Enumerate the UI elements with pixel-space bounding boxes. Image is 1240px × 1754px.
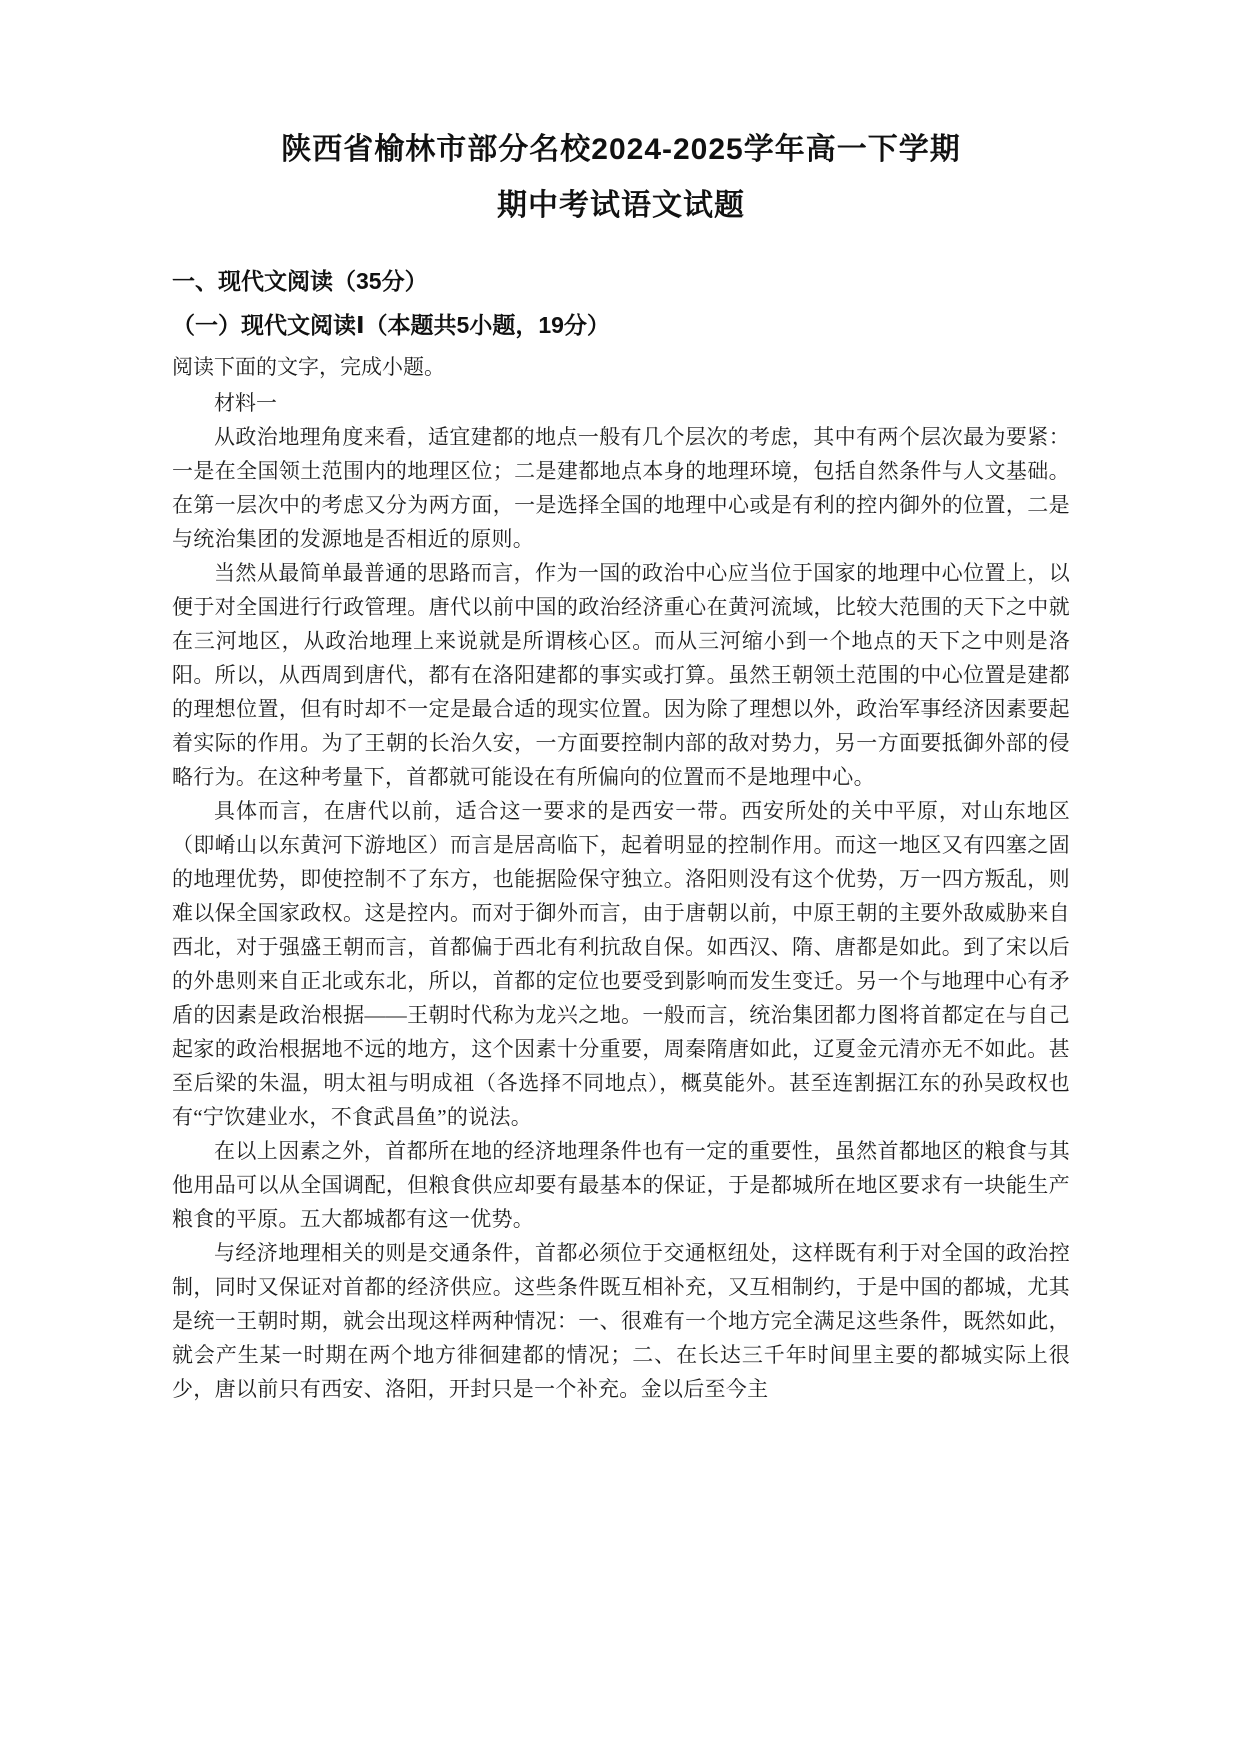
reading-instruction: 阅读下面的文字，完成小题。	[172, 355, 445, 379]
section-heading: 一、现代文阅读（35分）	[172, 268, 428, 294]
material-body	[172, 420, 1070, 1406]
subsection-heading: （一）现代文阅读Ⅰ（本题共5小题，19分）	[172, 312, 610, 338]
paragraph: 具体而言，在唐代以前，适合这一要求的是西安一带。西安所处的关中平原，对山东地区（即崤山以东黄河下游地区）而言是居高临下，起着明显的控制作用。而这一地区又有四塞之固的地理优势，即使控制不了东方，也能据险保守独立。洛阳则没有这个优势，万一四方叛乱，则难以保全国家政权。这是控内。而对于御外而言，由于唐朝以前，中原王朝的主要外敌威胁来自西北，对于强盛王朝而言，首都偏于西北有利抗敌自保。如西汉、隋、唐都是如此。到了宋以后的外患则来自正北或东北，所以，首都的定位也要受到影响而发生变迁。另一个与地理中心有矛盾的因素是政治根据——王朝时代称为龙兴之地。一般而言，统治集团都力图将首都定在与自己起家的政治根据地不远的地方，这个因素十分重要，周秦隋唐如此，辽夏金元清亦无不如此。甚至后梁的朱温，明太祖与明成祖（各选择不同地点），概莫能外。甚至连割据江东的孙吴政权也有“宁饮建业水，不食武昌鱼”的说法。	[172, 799, 1070, 1129]
paragraph: 与经济地理相关的则是交通条件，首都必须位于交通枢纽处，这样既有利于对全国的政治控制，同时又保证对首都的经济供应。这些条件既互相补充，又互相制约，于是中国的都城，尤其是统一王朝时期，就会出现这样两种情况：一、很难有一个地方完全满足这些条件，既然如此，就会产生某一时期在两个地方徘徊建都的情况；二、在长达三千年时间里主要的都城实际上很少，唐以前只有西安、洛阳，开封只是一个补充。金以后至今主	[172, 1241, 1070, 1401]
document-title	[172, 122, 1070, 234]
paragraph: 当然从最简单最普通的思路而言，作为一国的政治中心应当位于国家的地理中心位置上，以便于对全国进行行政管理。唐代以前中国的政治经济重心在黄河流域，比较大范围的天下之中就在三河地区，从政治地理上来说就是所谓核心区。而从三河缩小到一个地点的天下之中则是洛阳。所以，从西周到唐代，都有在洛阳建都的事实或打算。虽然王朝领土范围的中心位置是建都的理想位置，但有时却不一定是最合适的现实位置。因为除了理想以外，政治军事经济因素要起着实际的作用。为了王朝的长治久安，一方面要控制内部的敌对势力，另一方面要抵御外部的侵略行为。在这种考量下，首都就可能设在有所偏向的位置而不是地理中心。	[172, 561, 1070, 789]
document-title-line1: 陕西省榆林市部分名校2024-2025学年高一下学期	[281, 133, 961, 166]
paragraph: 从政治地理角度来看，适宜建都的地点一般有几个层次的考虑，其中有两个层次最为要紧：一是在全国领土范围内的地理区位；二是建都地点本身的地理环境，包括自然条件与人文基础。在第一层次中的考虑又分为两方面，一是选择全国的地理中心或是有利的控内御外的位置，二是与统治集团的发源地是否相近的原则。	[172, 425, 1070, 551]
document-title-line2: 期中考试语文试题	[497, 189, 745, 222]
paragraph: 在以上因素之外，首都所在地的经济地理条件也有一定的重要性，虽然首都地区的粮食与其他用品可以从全国调配，但粮食供应却要有最基本的保证，于是都城所在地区要求有一块能生产粮食的平原。五大都城都有这一优势。	[172, 1139, 1070, 1231]
material-label: 材料一	[214, 391, 277, 415]
